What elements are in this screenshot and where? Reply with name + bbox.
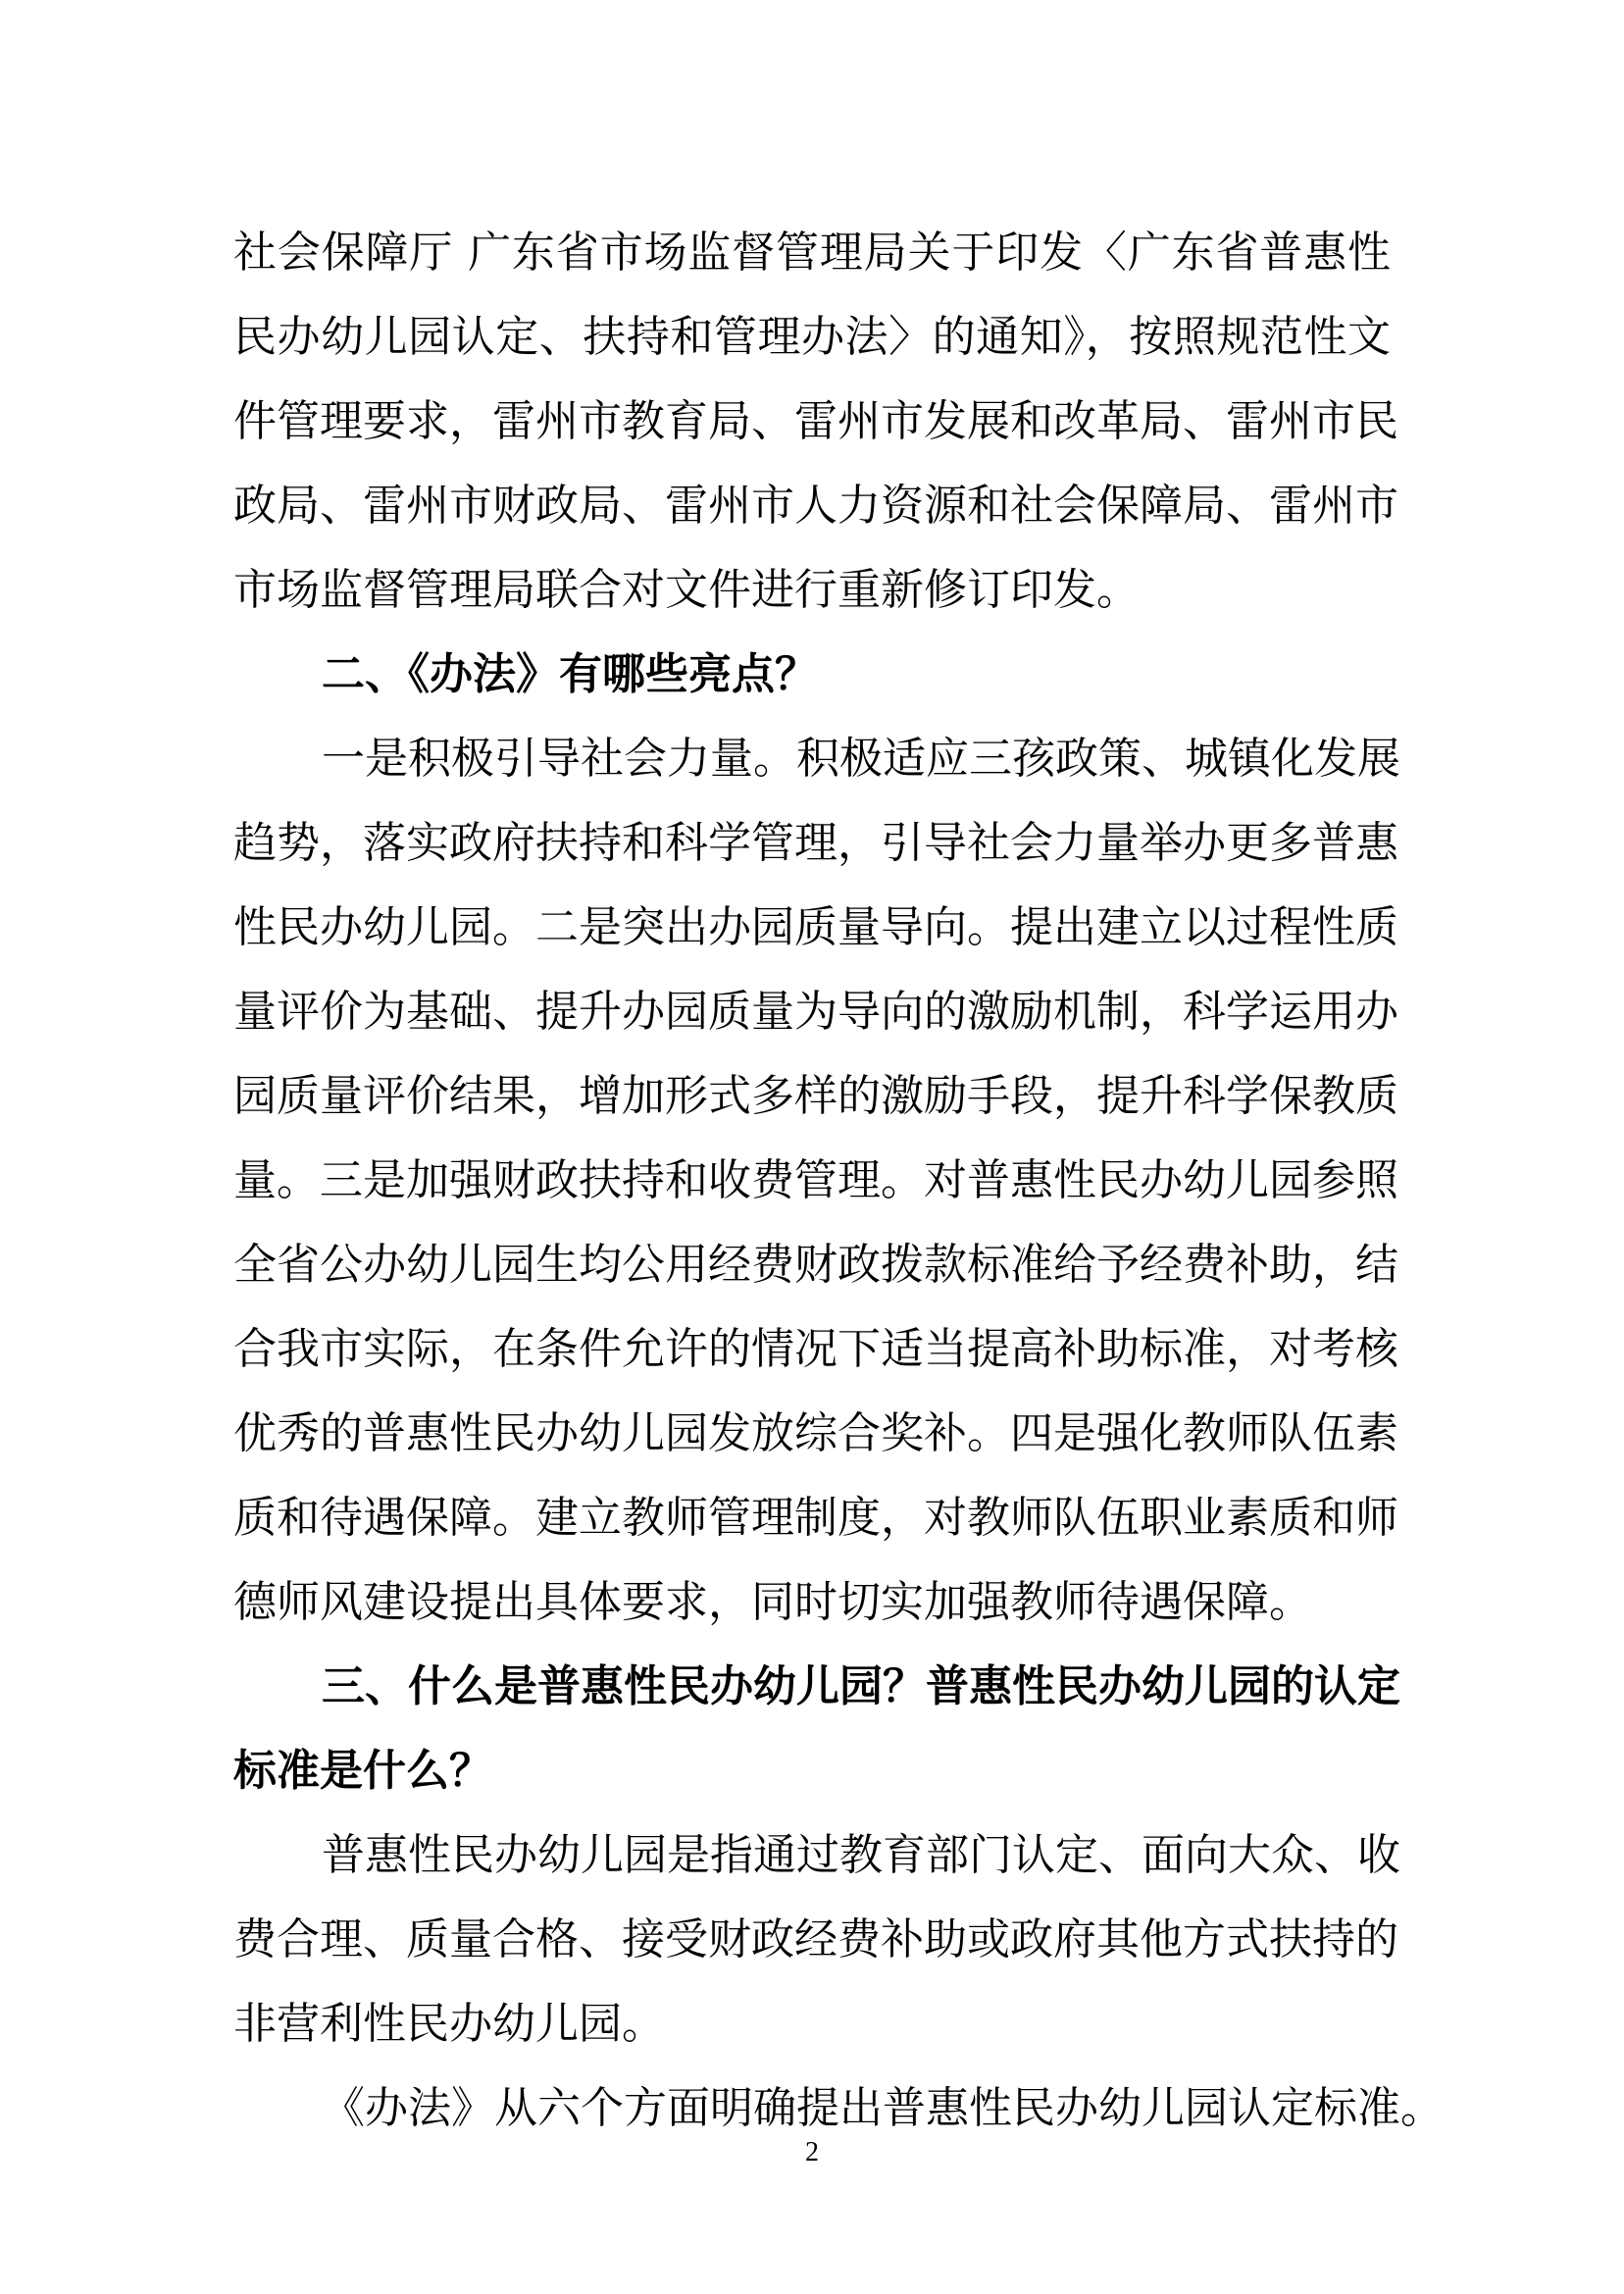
paragraph-line: 社会保障厅 广东省市场监督管理局关于印发〈广东省普惠性 (233, 228, 1391, 278)
paragraph-line: 趋势，落实政府扶持和科学管理，引导社会力量举办更多普惠 (233, 818, 1398, 868)
paragraph-line: 一是积极引导社会力量。积极适应三孩政策、城镇化发展 (322, 734, 1400, 784)
paragraph-line: 量评价为基础、提升办园质量为导向的激励机制，科学运用办 (233, 987, 1398, 1037)
paragraph-line: 合我市实际，在条件允许的情况下适当提高补助标准，对考核 (233, 1324, 1398, 1374)
paragraph-line: 《办法》从六个方面明确提出普惠性民办幼儿园认定标准。 (322, 2083, 1444, 2133)
paragraph-line: 市场监督管理局联合对文件进行重新修订印发。 (233, 565, 1140, 615)
paragraph-line: 民办幼儿园认定、扶持和管理办法〉的通知》，按照规范性文 (233, 312, 1391, 362)
paragraph-line: 非营利性民办幼儿园。 (233, 1999, 665, 2049)
paragraph-line: 性民办幼儿园。二是突出办园质量导向。提出建立以过程性质 (233, 902, 1398, 952)
paragraph-line: 德师风建设提出具体要求，同时切实加强教师待遇保障。 (233, 1577, 1312, 1627)
paragraph-line: 园质量评价结果，增加形式多样的激励手段，提升科学保教质 (233, 1071, 1398, 1121)
paragraph-line: 普惠性民办幼儿园是指通过教育部门认定、面向大众、收 (322, 1830, 1400, 1880)
paragraph-line: 件管理要求，雷州市教育局、雷州市发展和改革局、雷州市民 (233, 396, 1398, 446)
paragraph-line: 全省公办幼儿园生均公用经费财政拨款标准给予经费补助，结 (233, 1240, 1398, 1290)
section-heading-3: 三、什么是普惠性民办幼儿园？普惠性民办幼儿园的认定 (322, 1661, 1400, 1711)
paragraph-line: 量。三是加强财政扶持和收费管理。对普惠性民办幼儿园参照 (233, 1155, 1398, 1205)
page-number: 2 (805, 2137, 819, 2167)
paragraph-line: 质和待遇保障。建立教师管理制度，对教师队伍职业素质和师 (233, 1493, 1398, 1543)
section-heading-2: 二、《办法》有哪些亮点？ (322, 649, 818, 699)
paragraph-line: 政局、雷州市财政局、雷州市人力资源和社会保障局、雷州市 (233, 481, 1398, 531)
paragraph-line: 优秀的普惠性民办幼儿园发放综合奖补。四是强化教师队伍素 (233, 1408, 1398, 1458)
paragraph-line: 费合理、质量合格、接受财政经费补助或政府其他方式扶持的 (233, 1914, 1398, 1964)
section-heading-3-cont: 标准是什么？ (233, 1746, 492, 1796)
